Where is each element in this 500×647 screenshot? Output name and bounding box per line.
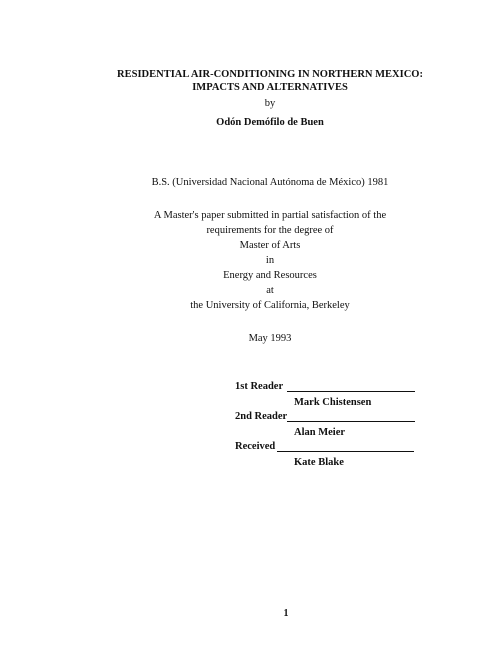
submission-line-4: in (265, 255, 275, 266)
submission-date: May 1993 (248, 333, 292, 344)
second-reader-label: 2nd Reader (235, 411, 288, 422)
second-reader-signature-line (287, 421, 415, 422)
first-reader-signature-line (287, 391, 415, 392)
title-line-1: RESIDENTIAL AIR-CONDITIONING IN NORTHERN MEXICO: (117, 69, 423, 80)
by-label: by (264, 98, 276, 109)
received-label: Received (235, 441, 276, 452)
submission-line-5: Energy and Resources (223, 270, 317, 281)
first-reader-name: Mark Chistensen (294, 397, 372, 408)
title-line-2: IMPACTS AND ALTERNATIVES (192, 82, 348, 93)
received-name: Kate Blake (294, 457, 344, 468)
first-reader-label: 1st Reader (235, 381, 284, 392)
submission-line-6: at (266, 285, 274, 296)
author-name: Odón Demófilo de Buen (216, 117, 324, 128)
degree-line: B.S. (Universidad Nacional Autónoma de México) 1981 (151, 177, 389, 188)
second-reader-name: Alan Meier (294, 427, 346, 438)
received-signature-line (277, 451, 414, 452)
submission-line-7: the University of California, Berkeley (190, 300, 350, 311)
submission-line-2: requirements for the degree of (206, 225, 334, 236)
submission-line-3: Master of Arts (239, 240, 301, 251)
page-number: 1 (283, 608, 289, 619)
submission-line-1: A Master's paper submitted in partial satisfaction of the (153, 210, 387, 221)
